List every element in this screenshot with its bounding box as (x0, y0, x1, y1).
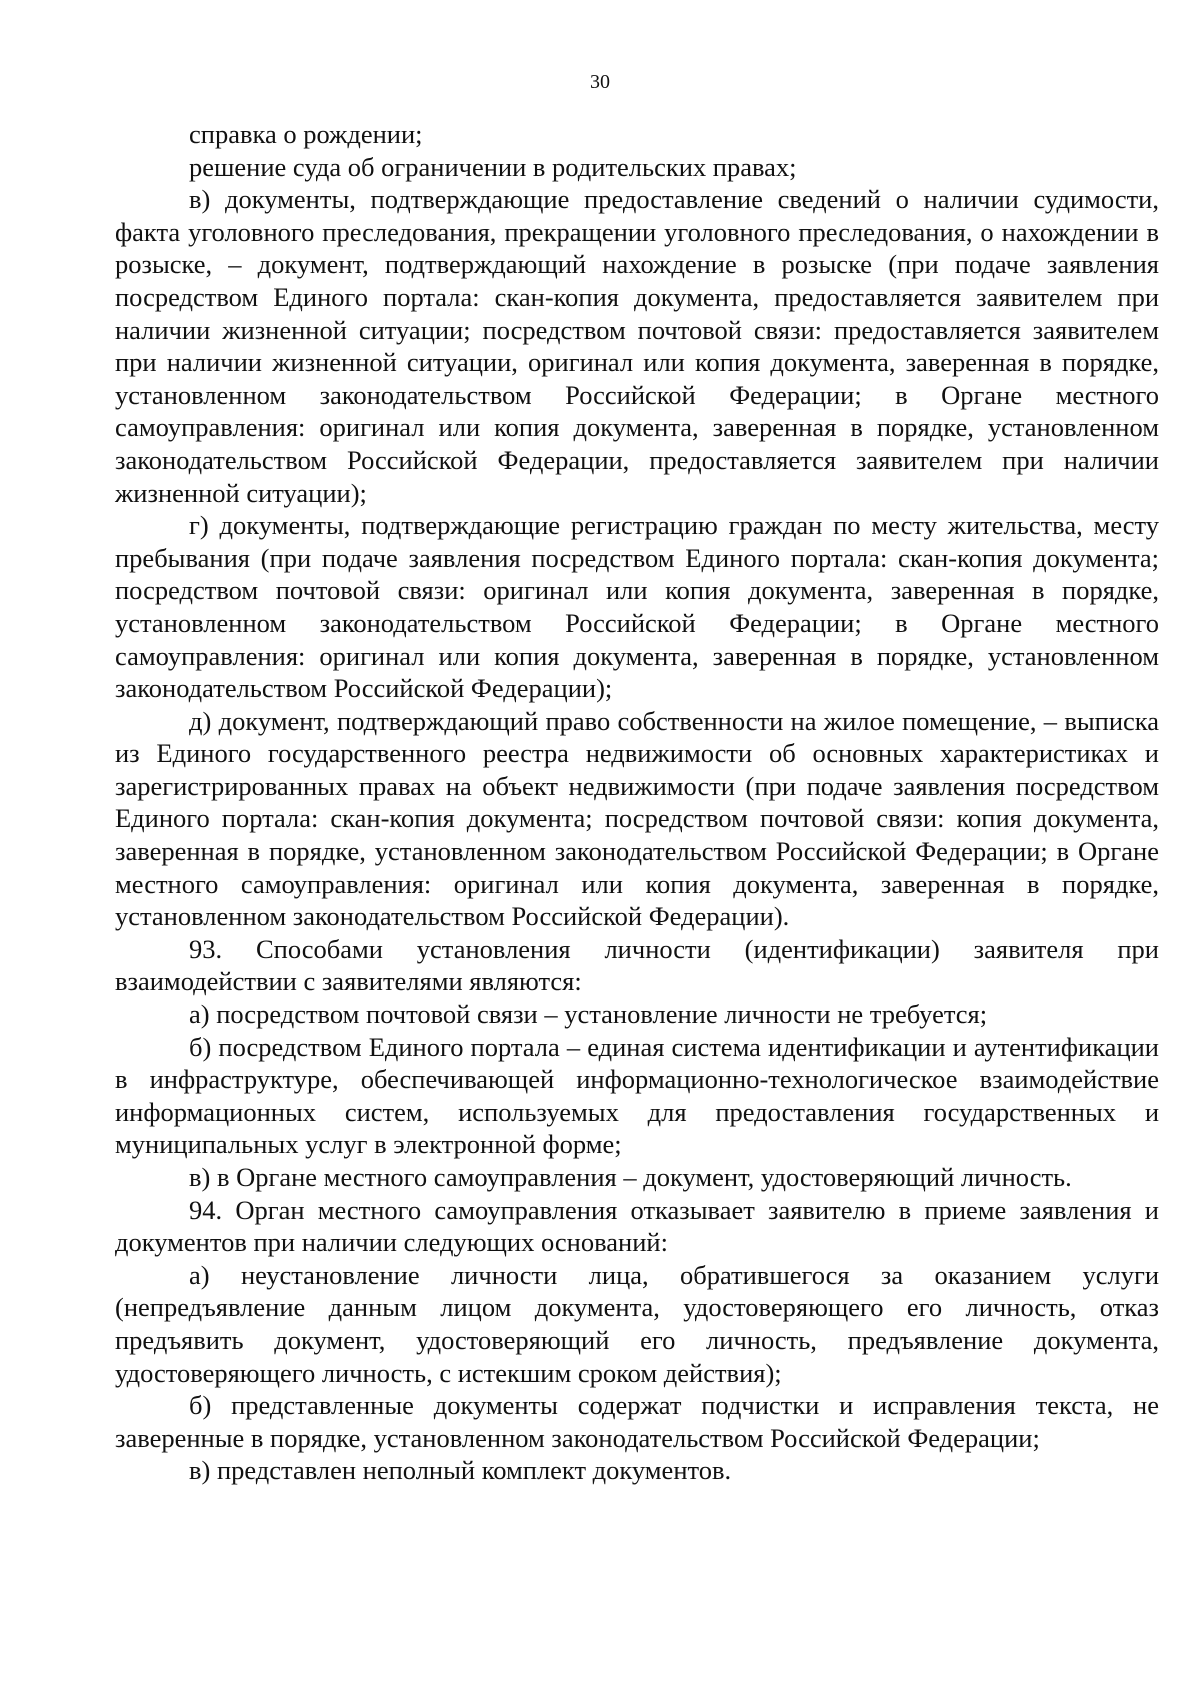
paragraph-birth-certificate: справка о рождении; (189, 119, 423, 149)
paragraph-item-g-registration: г) документы, подтверждающие регистрацию граждан по месту жительства, месту пребывания (при подаче заявления посредством Единого портала: скан-копия документа; посредством почтовой связи: оригинал или копия документа, заверенная в порядке, установленном законодательством Российской Федерации; в Органе местного самоуправления: оригинал или копия документа, заверенная в порядке, установленном законодательством Российской Федерации); (115, 510, 1159, 704)
paragraph-93-b-portal: б) посредством Единого портала – единая система идентификации и аутентификации в инфраструктуре, обеспечивающей информационно-технологическое взаимодействие информационных систем, используемых для предоставления государственных и муниципальных услуг в электронной форме; (115, 1031, 1159, 1160)
paragraph-94-a-identity: а) неустановление личности лица, обратившегося за оказанием услуги (непредъявление данным лицом документа, удостоверяющего его личность, отказ предъявить документ, удостоверяющий его личность, предъявление документа, удостоверяющего личность, с истекшим сроком действия); (115, 1259, 1159, 1388)
paragraph-item-d-ownership: д) документ, подтверждающий право собственности на жилое помещение, – выписка из Единого государственного реестра недвижимости об основных характеристиках и зарегистрированных правах на объект недвижимости (при подаче заявления посредством Единого портала: скан-копия документа; посредством почтовой связи: копия документа, заверенная в порядке, установленном законодательством Российской Федерации; в Органе местного самоуправления: оригинал или копия документа, заверенная в порядке, установленном законодательством Российской Федерации). (115, 705, 1159, 932)
page-number: 30 (590, 71, 610, 93)
paragraph-94-v-incomplete: в) представлен неполный комплект документов. (189, 1455, 732, 1486)
paragraph-93-v-local-authority: в) в Органе местного самоуправления – документ, удостоверяющий личность. (189, 1162, 1072, 1192)
document-body (115, 118, 1159, 1487)
paragraph-item-v-criminal-record: в) документы, подтверждающие предоставление сведений о наличии судимости, факта уголовного преследования, прекращении уголовного преследования, о нахождении в розыске, – документ, подтверждающий нахождение в розыске (при подаче заявления посредством Единого портала: скан-копия документа, предоставляется заявителем при наличии жизненной ситуации; посредством почтовой связи: предоставляется заявителем при наличии жизненной ситуации, оригинал или копия документа, заверенная в порядке, установленном законодательством Российской Федерации; в Органе местного самоуправления: оригинал или копия документа, заверенная в порядке, установленном законодательством Российской Федерации, предоставляется заявителем при наличии жизненной ситуации); (115, 184, 1159, 508)
paragraph-clause-93: 93. Способами установления личности (идентификации) заявителя при взаимодействии с заявителями являются: (115, 933, 1159, 997)
paragraph-94-b-corrections: б) представленные документы содержат подчистки и исправления текста, не заверенные в порядке, установленном законодательством Российской Федерации; (115, 1390, 1159, 1453)
paragraph-93-a-postal: а) посредством почтовой связи – установление личности не требуется; (189, 999, 988, 1030)
paragraph-clause-94: 94. Орган местного самоуправления отказывает заявителю в приеме заявления и документов при наличии следующих оснований: (115, 1194, 1159, 1258)
paragraph-court-decision: решение суда об ограничении в родительских правах; (189, 151, 797, 182)
